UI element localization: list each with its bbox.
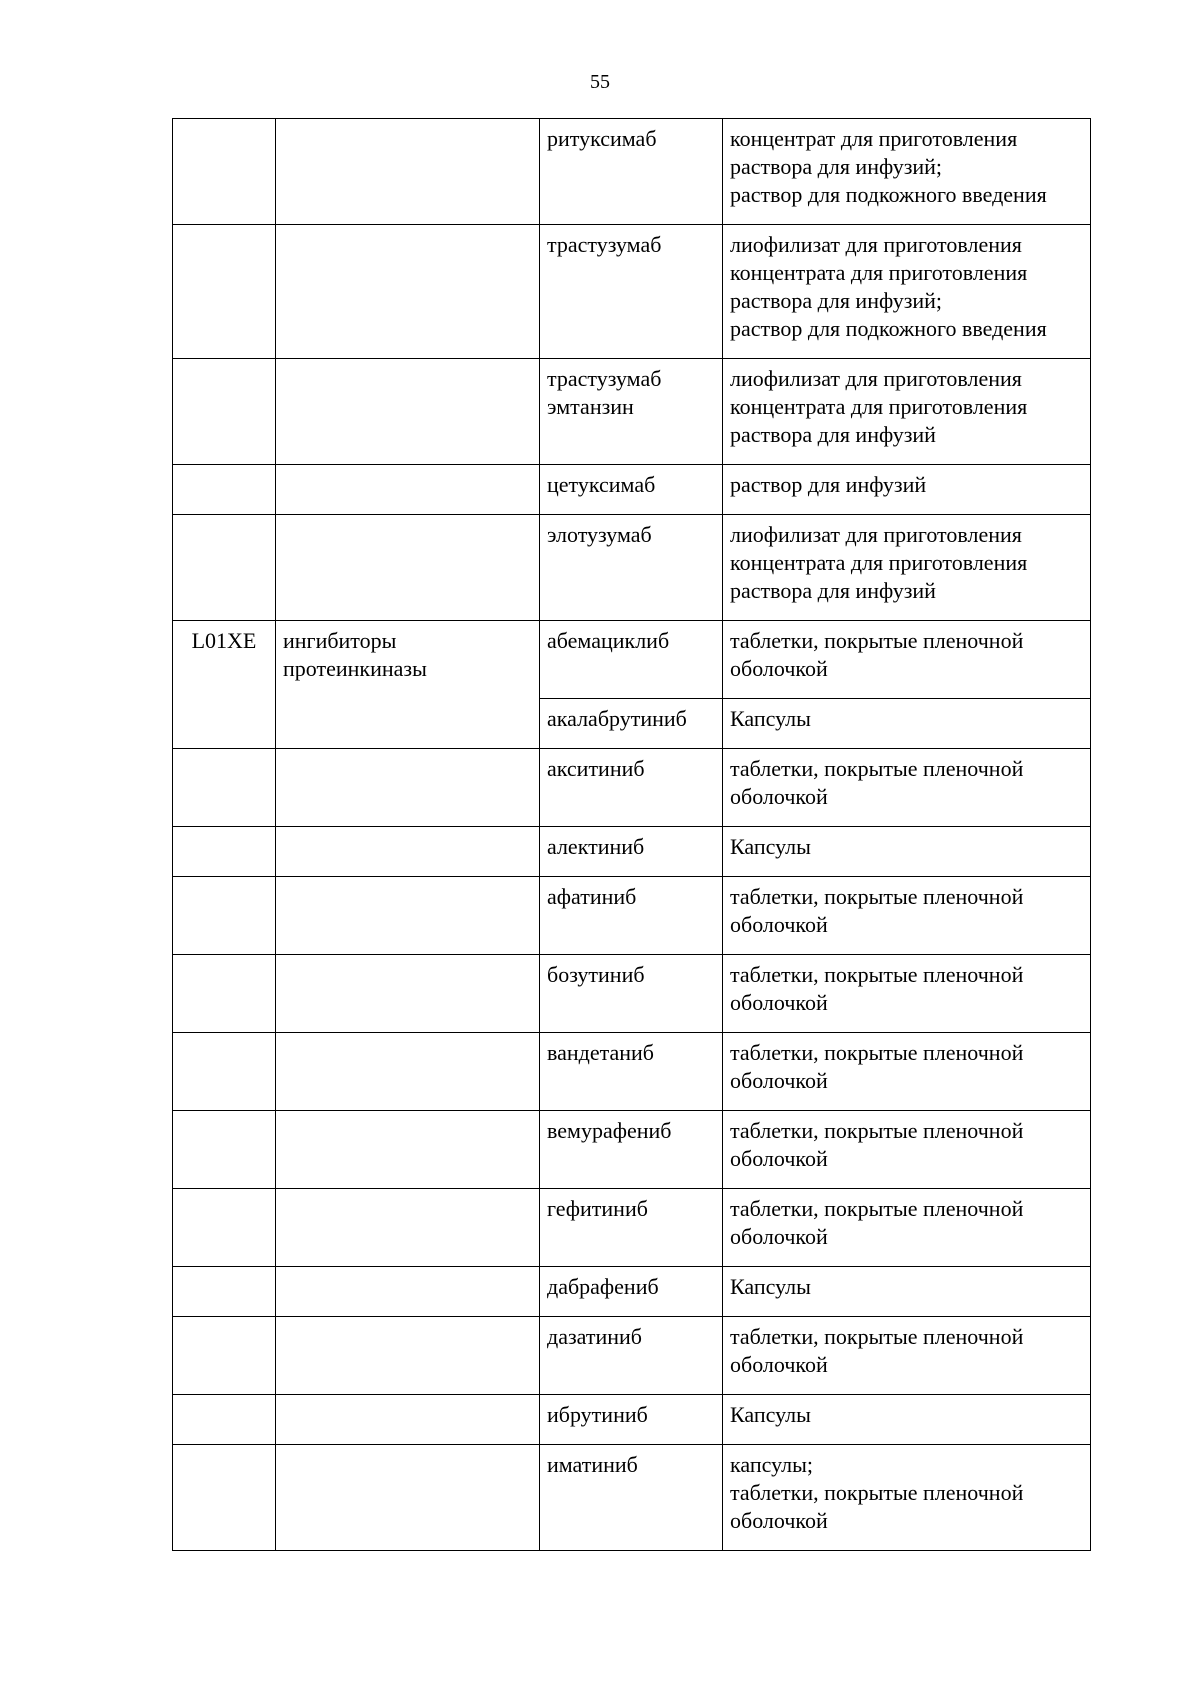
group-cell <box>276 1267 540 1317</box>
atc-code-cell <box>173 515 276 621</box>
group-cell <box>276 749 540 827</box>
group-cell <box>276 515 540 621</box>
group-cell <box>276 1317 540 1395</box>
table-row <box>173 827 1091 877</box>
table-row <box>173 515 1091 621</box>
atc-code-cell <box>173 1395 276 1445</box>
atc-code-cell <box>173 1111 276 1189</box>
group-cell <box>276 877 540 955</box>
table-row <box>173 359 1091 465</box>
table-row <box>173 1111 1091 1189</box>
dosage-form-cell: таблетки, покрытые пленочной оболочкой <box>723 877 1091 955</box>
atc-code-cell <box>173 1317 276 1395</box>
dosage-form-cell: таблетки, покрытые пленочной оболочкой <box>723 1111 1091 1189</box>
dosage-form-cell: концентрат для приготовления раствора для инфузий; раствор для подкожного введения <box>723 119 1091 225</box>
group-cell <box>276 465 540 515</box>
substance-cell: афатиниб <box>540 877 723 955</box>
table-row <box>173 621 1091 699</box>
table-row <box>173 1189 1091 1267</box>
dosage-form-cell: таблетки, покрытые пленочной оболочкой <box>723 955 1091 1033</box>
group-cell <box>276 1395 540 1445</box>
substance-cell: цетуксимаб <box>540 465 723 515</box>
atc-code-cell <box>173 827 276 877</box>
atc-code-cell <box>173 465 276 515</box>
drug-table <box>172 118 1091 1551</box>
substance-cell: абемациклиб <box>540 621 723 699</box>
dosage-form-cell: раствор для инфузий <box>723 465 1091 515</box>
dosage-form-cell: лиофилизат для приготовления концентрата для приготовления раствора для инфузий <box>723 515 1091 621</box>
substance-cell: акситиниб <box>540 749 723 827</box>
atc-code-cell <box>173 359 276 465</box>
substance-cell: ритуксимаб <box>540 119 723 225</box>
substance-cell: вандетаниб <box>540 1033 723 1111</box>
group-cell <box>276 827 540 877</box>
table-row <box>173 1033 1091 1111</box>
table-row <box>173 225 1091 359</box>
dosage-form-cell: Капсулы <box>723 1267 1091 1317</box>
table-row <box>173 119 1091 225</box>
atc-code-cell <box>173 1033 276 1111</box>
substance-cell: трастузумаб эмтанзин <box>540 359 723 465</box>
table-row <box>173 955 1091 1033</box>
substance-cell: бозутиниб <box>540 955 723 1033</box>
table-row <box>173 1317 1091 1395</box>
substance-cell: элотузумаб <box>540 515 723 621</box>
substance-cell: алектиниб <box>540 827 723 877</box>
table-row <box>173 877 1091 955</box>
substance-cell: акалабрутиниб <box>540 699 723 749</box>
atc-code-cell <box>173 877 276 955</box>
group-cell <box>276 1111 540 1189</box>
dosage-form-cell: Капсулы <box>723 827 1091 877</box>
substance-cell: иматиниб <box>540 1445 723 1551</box>
table-row <box>173 1445 1091 1551</box>
atc-code-cell <box>173 955 276 1033</box>
substance-cell: дабрафениб <box>540 1267 723 1317</box>
atc-code-cell <box>173 1267 276 1317</box>
group-cell <box>276 359 540 465</box>
dosage-form-cell: Капсулы <box>723 1395 1091 1445</box>
table-row <box>173 1395 1091 1445</box>
atc-code-cell: L01XE <box>173 621 276 749</box>
table-row <box>173 1267 1091 1317</box>
atc-code-cell <box>173 119 276 225</box>
group-cell <box>276 119 540 225</box>
table-row <box>173 749 1091 827</box>
dosage-form-cell: капсулы; таблетки, покрытые пленочной оболочкой <box>723 1445 1091 1551</box>
atc-code-cell <box>173 1189 276 1267</box>
atc-code-cell <box>173 1445 276 1551</box>
atc-code-cell <box>173 749 276 827</box>
substance-cell: вемурафениб <box>540 1111 723 1189</box>
atc-code-cell <box>173 225 276 359</box>
substance-cell: дазатиниб <box>540 1317 723 1395</box>
dosage-form-cell: таблетки, покрытые пленочной оболочкой <box>723 1317 1091 1395</box>
table-row <box>173 465 1091 515</box>
dosage-form-cell: таблетки, покрытые пленочной оболочкой <box>723 1189 1091 1267</box>
substance-cell: гефитиниб <box>540 1189 723 1267</box>
dosage-form-cell: лиофилизат для приготовления концентрата для приготовления раствора для инфузий <box>723 359 1091 465</box>
group-cell <box>276 1189 540 1267</box>
dosage-form-cell: лиофилизат для приготовления концентрата для приготовления раствора для инфузий; раствор для подкожного введения <box>723 225 1091 359</box>
dosage-form-cell: таблетки, покрытые пленочной оболочкой <box>723 749 1091 827</box>
group-cell <box>276 1445 540 1551</box>
substance-cell: трастузумаб <box>540 225 723 359</box>
dosage-form-cell: таблетки, покрытые пленочной оболочкой <box>723 1033 1091 1111</box>
group-cell <box>276 1033 540 1111</box>
page-number: 55 <box>590 71 610 93</box>
group-cell <box>276 225 540 359</box>
dosage-form-cell: Капсулы <box>723 699 1091 749</box>
group-cell: ингибиторы протеинкиназы <box>276 621 540 749</box>
group-cell <box>276 955 540 1033</box>
substance-cell: ибрутиниб <box>540 1395 723 1445</box>
dosage-form-cell: таблетки, покрытые пленочной оболочкой <box>723 621 1091 699</box>
